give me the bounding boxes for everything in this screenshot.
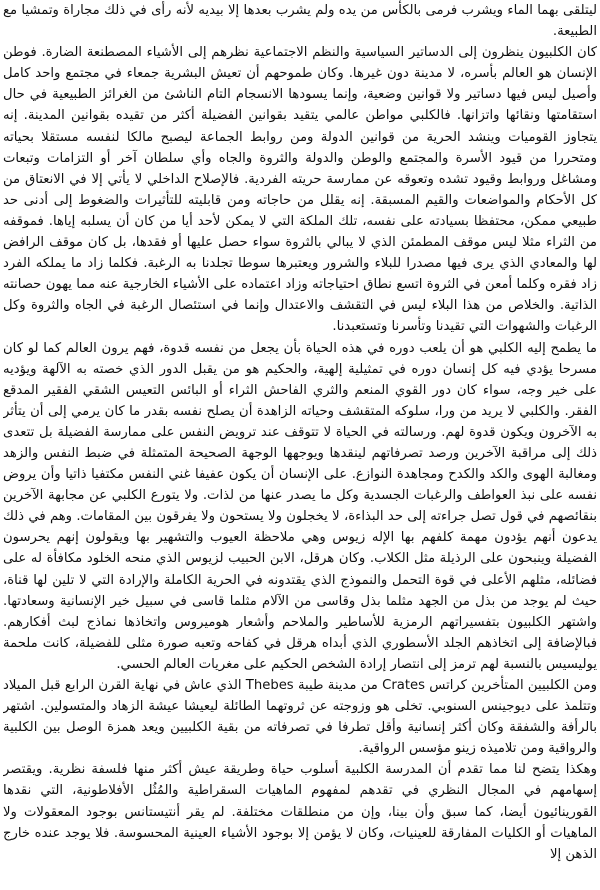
paragraph-cynics-politics: كان الكلبيون ينظرون إلى الدساتير السياسية والنظم الاجتماعية نظرهم إلى الأشياء المصطنعة الضارة. فوطن الإنسان هو العالم بأسره، لا مدينة دون غيرها. وكان طموحهم أن تعيش البشرية جمعاء في مجتمع واحد كامل وأصيل ليس فيها دساتير ولا قوانين وضعية، وإنما يسودها الانسجام التام الناشئ من الغرائز الطبيعية في حال استقامتها ونقائها واتزانها. فالكلبي مواطن عالمي يتقيد بقوانين الفضيلة أكثر من تقيده بقوانين المدينة. إنه يتجاوز القوميات وينشد الحرية من قوانين الدولة ومن روابط الجماعة ليصبح مالكا لنفسه مستقلا بحياته ومتحررا من قيود الأسرة والمجتمع والوطن والدولة والثروة والجاه وأي سلطان آخر أو التزامات وتبعات ومشاغل وروابط وقيود تشده وتعوقه عن ممارسة حريته الفردية. فالإصلاح الداخلي لا يأتي إلا في الانعتاق من كل الأحكام والمواضعات والقيم المسبقة. إنه يقلل من حاجاته ومن قابليته للتأثيرات والضغوط إلى أدنى حد طبيعي ممكن، محتفظا بسيادته على نفسه، تلك الملكة التي لا يمكن لأحد أيا من كان أن يسلبه إياها. فموقفه من الثراء مثلا ليس موقف المطمئن الذي لا يبالي بالثروة سواء حصل عليها أو فقدها، بل كان موقف الرافض لها والمعادي الذي يرى فيها مصدرا للبلاء والشرور ويعتبرها سوطا تجلدنا به الرغبة. فكلما زاد ما يملكه الفرد زاد فقره وكلما أمعن في الثروة اتسع نطاق احتياجاته وزاد اعتماده على الأشياء الخارجية عنه مما يهون حصانته الذاتية. والخلاص من هذا البلاء ليس في التقشف والاعتدال وإنما في استئصال الرغبة في الجاه والثروة وكل الرغبات والشهوات التي تقيدنا وتأسرنا وتستعبدنا. (3, 45, 597, 335)
document-page (3, 0, 597, 890)
paragraph-fragment-top: ليتلقى بهما الماء ويشرب فرمى بالكأس من يده ولم يشرب بعدها إلا بيديه لأنه رأى في ذلك مجاراة وتمشيا مع الطبيعة. (3, 3, 597, 40)
paragraph-crates: ومن الكلبيين المتأخرين كراتس Crates من مدينة طيبة Thebes الذي عاش في نهاية القرن الرابع قبل الميلاد وتتلمذ على ديوجينس السنوبي. تخلى هو وزوجته عن ثروتهما الطائلة ليعيشا عيشة الزهاد والمتسولين. اشتهر بالرأفة والشفقة وكان أكثر إنسانية وأقل تطرفا في تصرفاته من بقية الكلبيين ويعد همزة الوصل بين الكلبية والرواقية ومن تلاميذه زينو مؤسس الرواقية. (3, 678, 597, 757)
paragraph-conclusion: وهكذا يتضح لنا مما تقدم أن المدرسة الكلبية أسلوب حياة وطريقة عيش أكثر منها فلسفة نظرية. ويقتصر إسهامهم في المجال النظري في تقدهم لمفهوم الماهيات السقراطية والمُثُل الأفلاطونية، التي نقدها القورينائيون أيضا، كما سبق وأن بينا، وإن من منطلقات مختلفة. لم يقر أنتيستانس بوجود المعقولات ولا الماهيات أو الكليات المفارقة للعينيات، وكان لا يؤمن إلا بوجود الأشياء العينية المحسوسة. فلا يوجد عنده خارج الذهن إلا (3, 762, 597, 862)
paragraph-cynic-role-model: ما يطمح إليه الكلبي هو أن يلعب دوره في هذه الحياة بأن يجعل من نفسه قدوة، فهم يرون العالم كما لو كان مسرحا يؤدي فيه كل إنسان دوره في تمثيلية إلهية، والحكيم هو من يقبل الدور الذي خصته به الآلهة ويؤديه على خير وجه، سواء كان دور القوي المنعم والثري الفاحش الثراء أو البائس التعيس الشقي الفقير المدقع الفقر. والكلبي لا يريد من ورا، سلوكه المتقشف وحياته الزاهدة أن يصلح نفسه بقدر ما كان يرمي إلى أن يتأثر به الآخرون ويكون قدوة لهم. ورسالته في الحياة لا تتوقف عند ترويض النفس على ممارسة الفضيلة بل تتعدى ذلك إلى مراقبة الآخرين ورصد تصرفاتهم لينقدها ويوجهها الوجهة الصحيحة المتمثلة في ضبط النفس والزهد ومغالبة الهوى والكد والكدح ومجاهدة النوازع. على الإنسان أن يكون عفيفا غني النفس مكتفيا ذاتيا وأن يروض نفسه على نبذ العواطف والرغبات الجسدية وكل ما يصدر عنها من لذات. ولا يتورع الكلبي عن مجابهة الآخرين بنقائصهم في قول تصل جراءته إلى حد البذاءة، لا يخجلون ولا يستحون ولا يفرقون بين المقامات. وهم في ذلك يدعون أنهم يؤدون مهمة كلفهم بها الإله زيوس وهي ملاحظة العيوب والتشهير بها ويقولون إنهم يحرسون الفضيلة وينبحون على الرذيلة مثل الكلاب. وكان هرقل، الابن الحبيب لزيوس الذي منحه الخلود مكافأة له على فضائله، مثلهم الأعلى في قوة التحمل والنموذج الذي يقتدونه في الحرية الكاملة والإرادة التي لا تلين لها قناة، حيث لم يوجد من بذل من الجهد مثلما بذل وقاسى من الآلام مثلما قاسى في سبيل خير الإنسانية وسعادتها. واشتهر الكلبيون بتفسيراتهم الرمزية للأساطير والملاحم وأشعار هوميروس واتخاذها نماذج لبث أفكارهم. فبالإضافة إلى اتخاذهم الجلد الأسطوري الذي أبداه هرقل في كفاحه وتعبه صورة مثلى للفضيلة، كانت ملحمة يوليسيس بالنسبة لهم ترمز إلى انتصار إرادة الشخص الحكيم على مغريات العالم الحسي. (3, 340, 597, 672)
